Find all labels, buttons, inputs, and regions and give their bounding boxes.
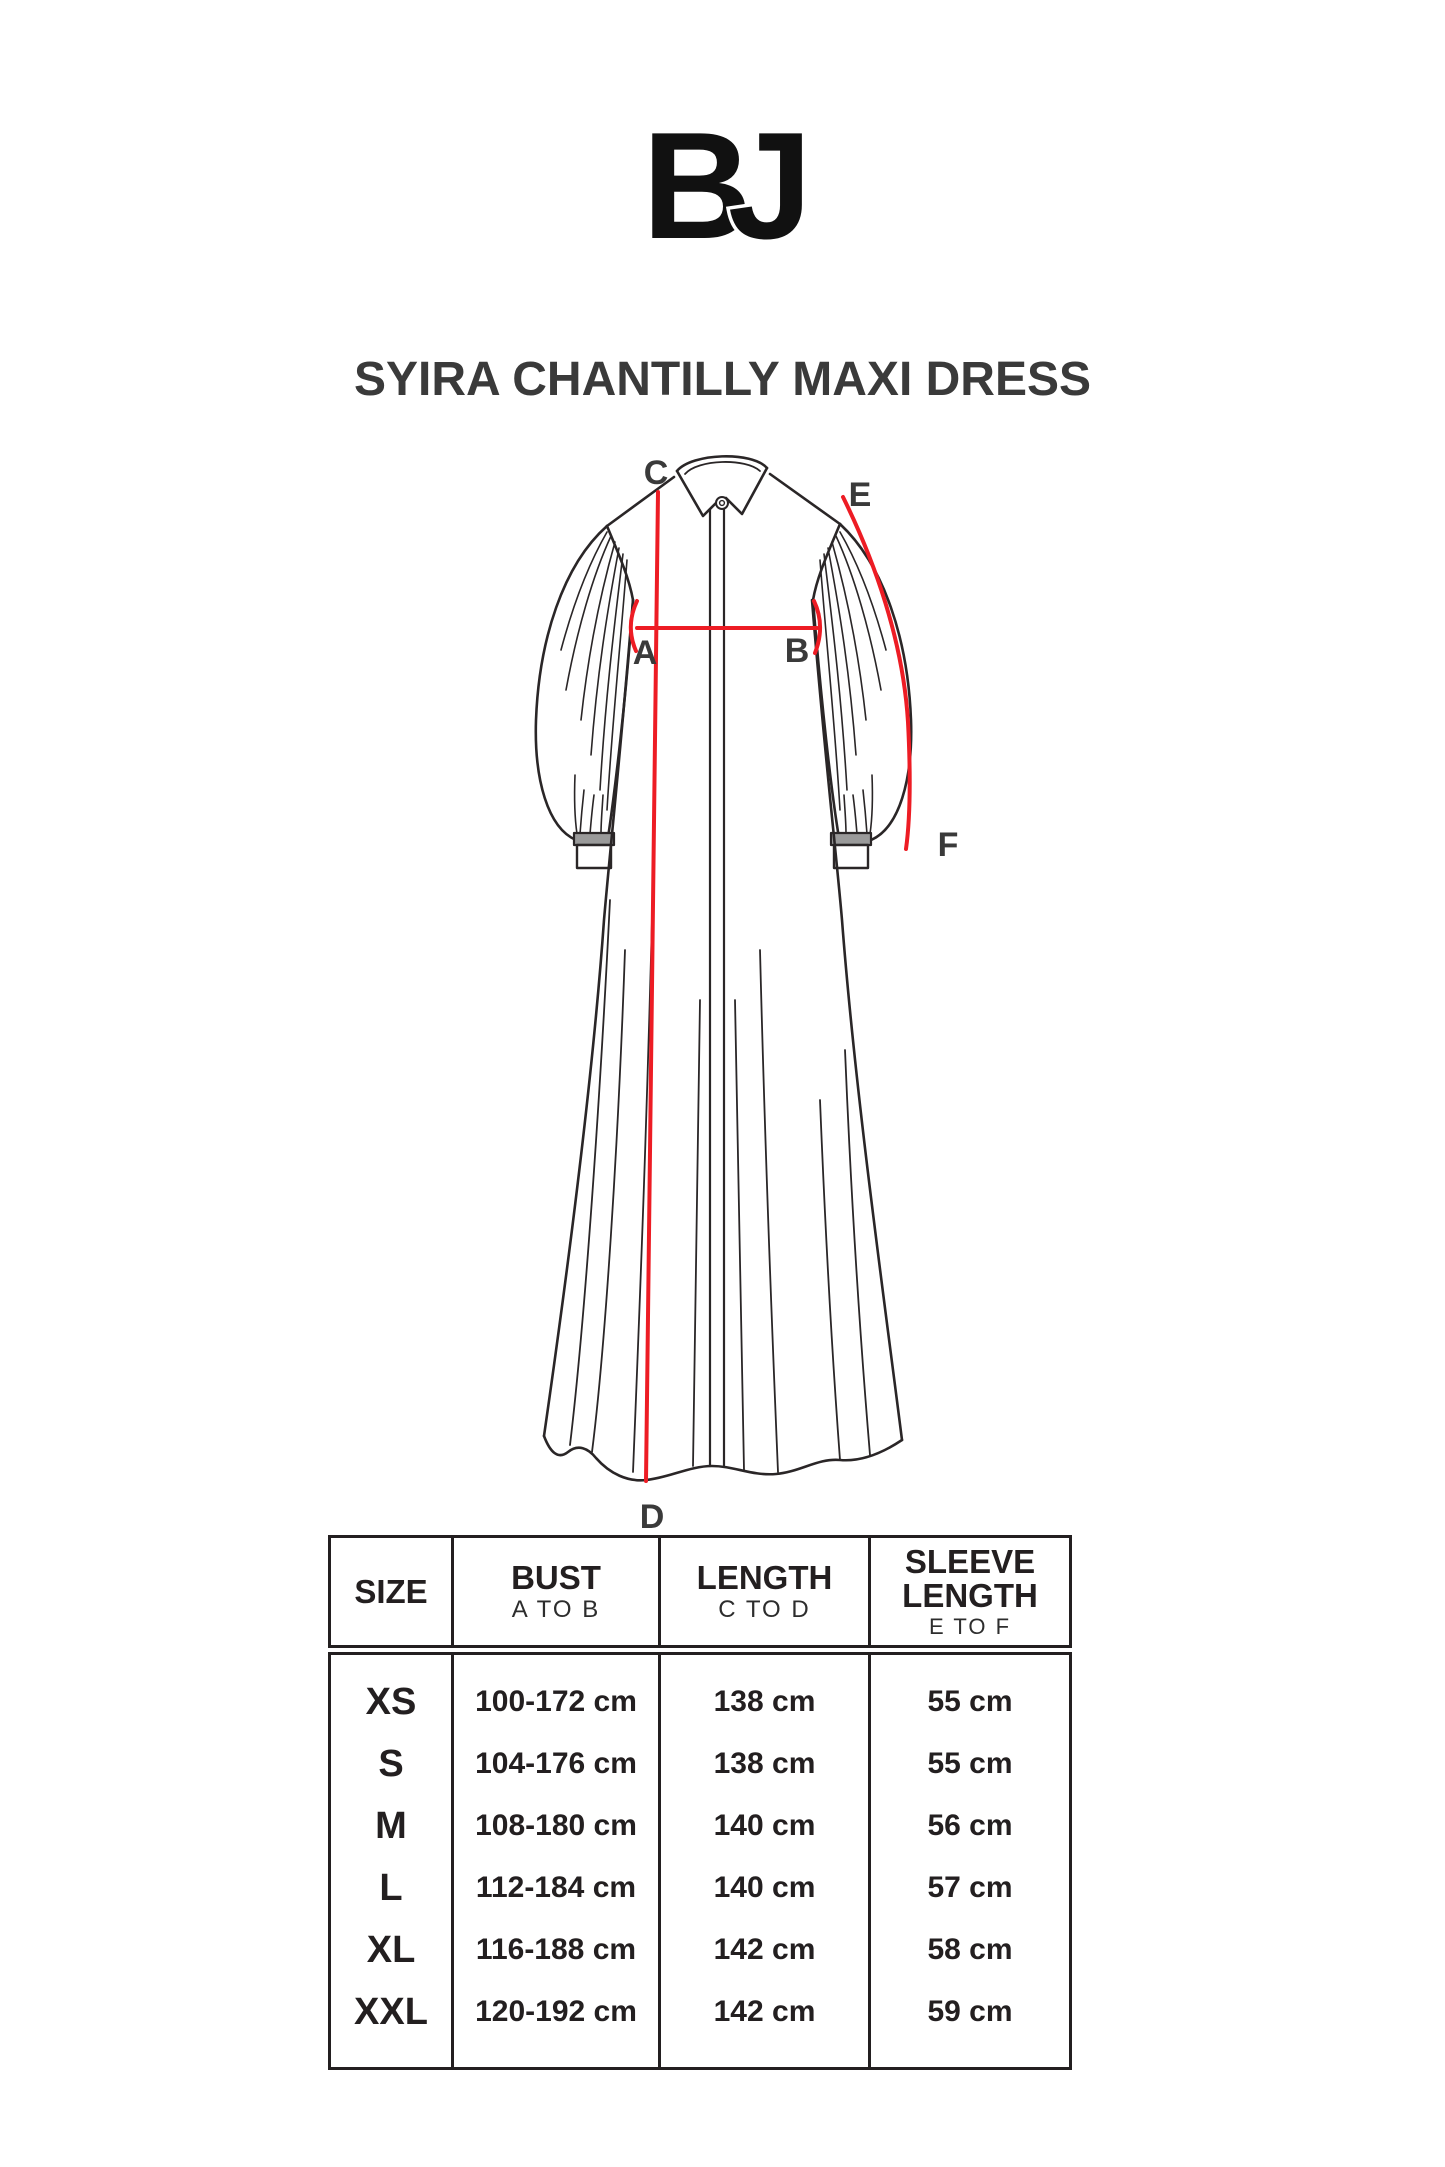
measurement-lines — [631, 492, 910, 1481]
label-b: B — [784, 632, 810, 670]
header-length-title: LENGTH — [696, 1558, 833, 1596]
length-value: 142 cm — [713, 1995, 816, 2028]
size-value: XS — [365, 1680, 417, 1723]
body-seam-left — [544, 600, 633, 1436]
page-title: SYIRA CHANTILLY MAXI DRESS — [354, 353, 1091, 406]
logo-letter-j: J — [727, 101, 813, 256]
collar-flap-right — [726, 468, 767, 514]
bust-value: 100-172 cm — [475, 1685, 637, 1718]
label-e: E — [848, 476, 872, 514]
logo-letter-b: B — [642, 101, 752, 256]
cuff-band-left — [574, 833, 614, 845]
sleeve-value: 59 cm — [927, 1995, 1013, 2028]
bust-value: 104-176 cm — [475, 1747, 637, 1780]
size-value: L — [379, 1866, 403, 1909]
length-value: 140 cm — [713, 1871, 816, 1904]
header-bust-subtitle: A TO B — [511, 1596, 601, 1624]
sleeve-value: 55 cm — [927, 1747, 1013, 1780]
label-a: A — [632, 634, 658, 672]
collar-flap-left — [677, 471, 721, 516]
size-value: S — [378, 1742, 404, 1785]
bust-value: 116-188 cm — [475, 1933, 637, 1966]
measurement-labels — [633, 454, 959, 1535]
bust-value: 120-192 cm — [475, 1995, 637, 2028]
length-value: 140 cm — [713, 1809, 816, 1842]
size-value: M — [375, 1804, 407, 1847]
cuff-right — [834, 845, 868, 868]
header-length — [661, 1538, 871, 1645]
header-size — [331, 1538, 454, 1645]
header-sleeve-length-title: SLEEVE LENGTH — [902, 1542, 1038, 1614]
bust-value: 108-180 cm — [475, 1809, 637, 1842]
column-sleeve-length — [871, 1655, 1069, 2069]
skirt-fold-lines — [570, 800, 870, 1472]
header-length-subtitle: C TO D — [718, 1596, 811, 1624]
sleeve-value: 57 cm — [927, 1871, 1013, 1904]
bust-value: 112-184 cm — [475, 1871, 637, 1904]
label-d: D — [639, 1498, 665, 1535]
column-length — [661, 1655, 871, 2069]
size-table-header — [328, 1535, 1072, 1648]
dress-sketch — [536, 456, 911, 1480]
length-value: 138 cm — [713, 1747, 816, 1780]
size-value: XXL — [354, 1990, 428, 2033]
header-bust — [454, 1538, 661, 1645]
sleeve-value: 58 cm — [927, 1933, 1013, 1966]
column-size — [331, 1655, 454, 2069]
length-value: 142 cm — [713, 1933, 816, 1966]
cuff-left — [577, 845, 611, 868]
size-table — [328, 1535, 1072, 2070]
label-c: C — [643, 454, 669, 492]
size-table-body — [328, 1652, 1072, 2070]
sleeve-value: 56 cm — [927, 1809, 1013, 1842]
header-sleeve-length — [871, 1538, 1069, 1645]
collar-inner-edge — [685, 462, 760, 474]
label-f: F — [937, 826, 959, 864]
shoulder-right — [770, 474, 840, 524]
header-bust-title: BUST — [511, 1558, 601, 1596]
header-size-title: SIZE — [354, 1572, 428, 1610]
cuff-band-right — [831, 833, 871, 845]
header-sleeve-length-subtitle: E TO F — [928, 1614, 1012, 1640]
size-value: XL — [366, 1928, 416, 1971]
length-value: 138 cm — [713, 1685, 816, 1718]
collar-button — [716, 497, 728, 509]
brand-logo — [582, 96, 862, 256]
dress-measurement-diagram — [0, 430, 1445, 1535]
column-bust — [454, 1655, 661, 2069]
sleeve-value: 55 cm — [927, 1685, 1013, 1718]
